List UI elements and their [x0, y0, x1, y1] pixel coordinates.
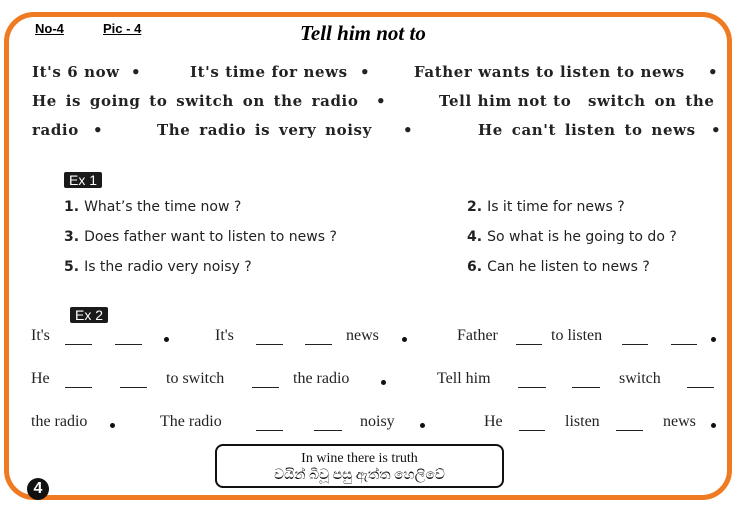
story-sentence: It's 6 now: [32, 63, 120, 81]
story-sentence: He is going to switch on the radio: [32, 92, 359, 110]
question-item: 3. Does father want to listen to news ?: [64, 229, 337, 245]
prompt-word: to switch: [166, 370, 225, 387]
full-stop: [164, 337, 169, 342]
question-item: 2. Is it time for news ?: [467, 199, 625, 215]
answer-blank[interactable]: [516, 344, 542, 345]
prompt-word: The radio: [160, 413, 222, 430]
prompt-word: the radio: [31, 413, 88, 430]
exercise-1-label: Ex 1: [64, 172, 102, 188]
proverb-english: In wine there is truth: [301, 451, 418, 466]
answer-blank[interactable]: [256, 344, 283, 345]
full-stop: [420, 423, 425, 428]
worksheet-number: No-4: [35, 21, 64, 36]
full-stop: •: [711, 121, 722, 139]
exercise-2-label: Ex 2: [70, 307, 108, 323]
full-stop: •: [708, 63, 719, 81]
prompt-word: news: [663, 413, 696, 430]
answer-blank[interactable]: [671, 344, 697, 345]
proverb-sinhala: වයින් බීවූ පසු ඇත්ත හෙලිවේ: [274, 468, 445, 483]
full-stop: •: [93, 121, 104, 139]
prompt-word: He: [31, 370, 50, 387]
prompt-word: the radio: [293, 370, 350, 387]
full-stop: [110, 423, 115, 428]
full-stop: [381, 380, 386, 385]
full-stop: [711, 337, 716, 342]
question-item: 4. So what is he going to do ?: [467, 229, 677, 245]
answer-blank[interactable]: [314, 430, 342, 431]
proverb-box: [215, 444, 504, 488]
full-stop: •: [360, 63, 371, 81]
prompt-word: It's: [31, 327, 50, 344]
answer-blank[interactable]: [65, 344, 92, 345]
answer-blank[interactable]: [256, 430, 283, 431]
full-stop: •: [131, 63, 142, 81]
story-sentence: It's time for news: [190, 63, 348, 81]
prompt-word: to listen: [551, 327, 603, 344]
answer-blank[interactable]: [120, 387, 147, 388]
prompt-word: switch: [619, 370, 661, 387]
page-title: Tell him not to: [300, 21, 426, 45]
answer-blank[interactable]: [252, 387, 279, 388]
answer-blank[interactable]: [572, 387, 600, 388]
story-sentence: radio: [32, 121, 79, 139]
prompt-word: noisy: [360, 413, 395, 430]
prompt-word: Tell him: [437, 370, 491, 387]
prompt-word: It's: [215, 327, 234, 344]
prompt-word: Father: [457, 327, 498, 344]
prompt-word: news: [346, 327, 379, 344]
question-item: 6. Can he listen to news ?: [467, 259, 650, 275]
answer-blank[interactable]: [687, 387, 714, 388]
question-item: 1. What’s the time now ?: [64, 199, 242, 215]
story-sentence: The radio is very noisy: [157, 121, 372, 139]
question-item: 5. Is the radio very noisy ?: [64, 259, 252, 275]
prompt-word: He: [484, 413, 503, 430]
answer-blank[interactable]: [616, 430, 643, 431]
full-stop: [402, 337, 407, 342]
full-stop: •: [376, 92, 387, 110]
full-stop: •: [403, 121, 414, 139]
story-key-phrase: Tell him not to: [439, 92, 572, 110]
answer-blank[interactable]: [518, 387, 546, 388]
answer-blank[interactable]: [519, 430, 545, 431]
story-sentence: Father wants to listen to news: [414, 63, 685, 81]
answer-blank[interactable]: [65, 387, 92, 388]
page-number-badge: 4: [27, 478, 49, 500]
story-sentence: switch on the: [588, 92, 715, 110]
answer-blank[interactable]: [622, 344, 648, 345]
answer-blank[interactable]: [115, 344, 142, 345]
story-sentence: He can't listen to news: [478, 121, 696, 139]
picture-number: Pic - 4: [103, 21, 142, 36]
full-stop: [711, 423, 716, 428]
answer-blank[interactable]: [305, 344, 332, 345]
prompt-word: listen: [565, 413, 600, 430]
